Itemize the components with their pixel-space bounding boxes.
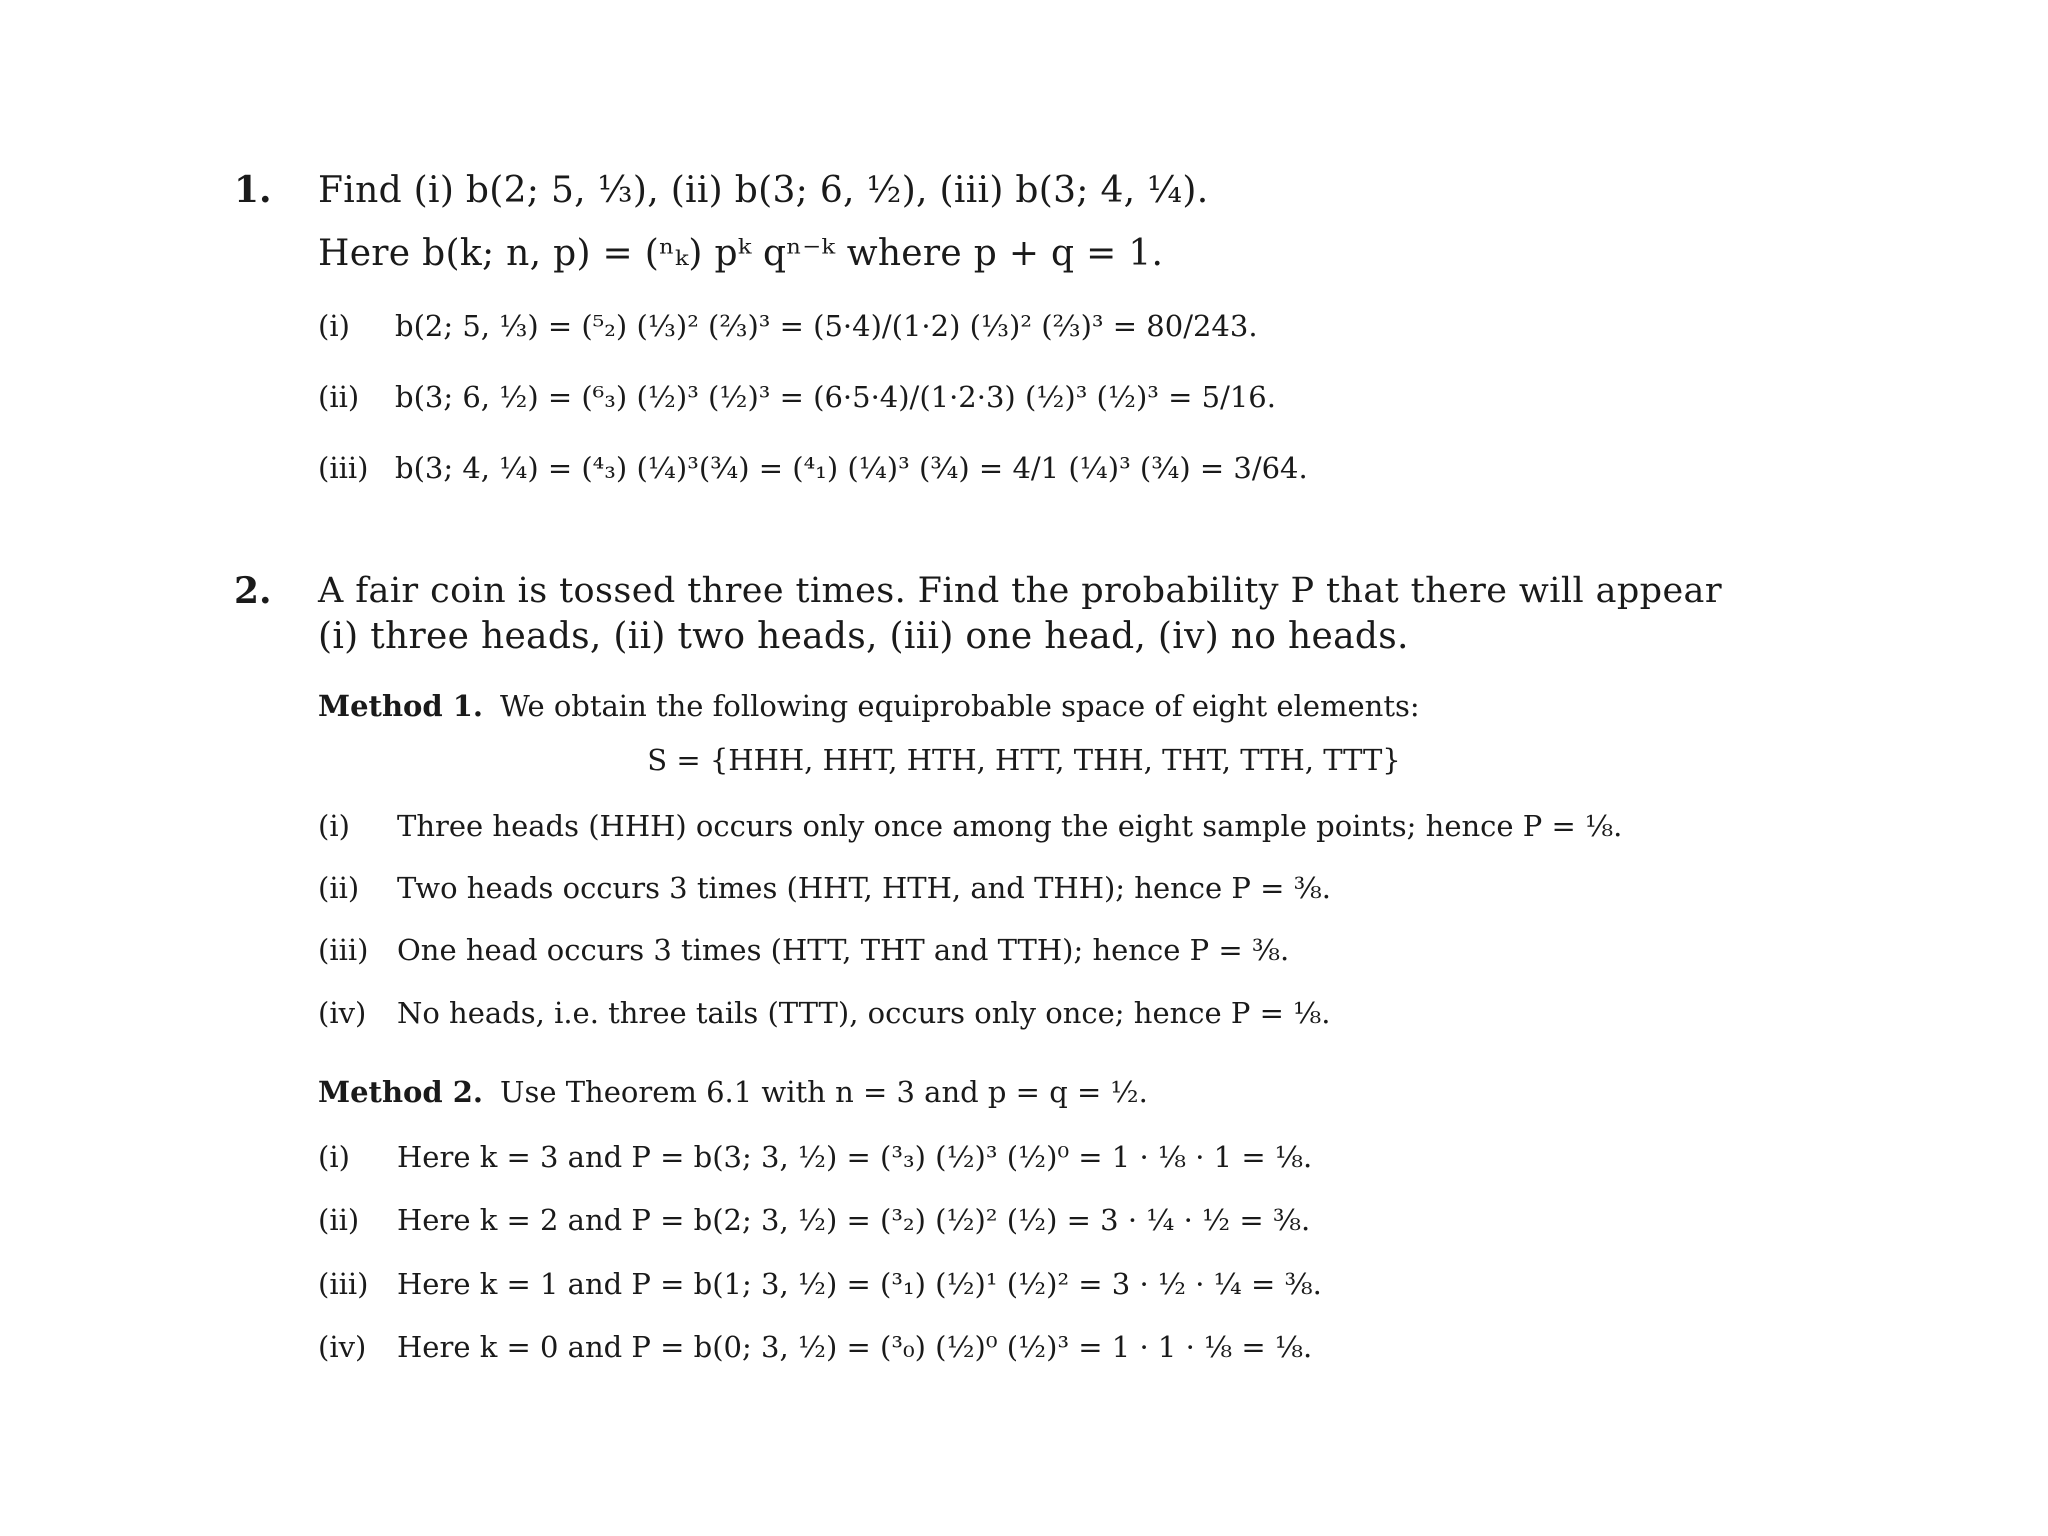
- problem-1-statement: Find (i) b(2; 5, ⅓), (ii) b(3; 6, ½), (iii) b(3; 4, ¼).: [318, 170, 1209, 211]
- method-2-title: Method 2.: [318, 1075, 484, 1109]
- problem-2-statement-line-2: (i) three heads, (ii) two heads, (iii) one head, (iv) no heads.: [318, 616, 1409, 657]
- problem-1-solution-iii-label: (iii): [318, 451, 369, 485]
- method-1-title: Method 1.: [318, 689, 484, 723]
- problem-1-solution-i: b(2; 5, ⅓) = (⁵₂) (⅓)² (⅔)³ = (5·4)/(1·2) (⅓)² (⅔)³ = 80/243.: [395, 309, 1258, 343]
- problem-1-solution-ii-label: (ii): [318, 380, 360, 414]
- method-1-item-iii-label: (iii): [318, 933, 369, 967]
- method-1-item-i-label: (i): [318, 809, 350, 843]
- method-1-item-iv-label: (iv): [318, 996, 367, 1030]
- sample-space: S = {HHH, HHT, HTH, HTT, THH, THT, TTH, TTT}: [647, 743, 1401, 777]
- method-2-item-i: Here k = 3 and P = b(3; 3, ½) = (³₃) (½)³ (½)⁰ = 1 · ⅛ · 1 = ⅛.: [397, 1140, 1313, 1174]
- problem-1-solution-i-label: (i): [318, 309, 350, 343]
- problem-2-number: 2.: [234, 570, 272, 612]
- problem-1-number: 1.: [234, 169, 272, 211]
- method-2-item-iv-label: (iv): [318, 1330, 367, 1364]
- method-2-intro: Use Theorem 6.1 with n = 3 and p = q = ½.: [500, 1075, 1148, 1109]
- problem-1-solution-iii: b(3; 4, ¼) = (⁴₃) (¼)³(¾) = (⁴₁) (¼)³ (¾) = 4/1 (¼)³ (¾) = 3/64.: [395, 451, 1308, 485]
- method-1-intro: We obtain the following equiprobable space of eight elements:: [500, 689, 1420, 723]
- method-2-item-i-label: (i): [318, 1140, 350, 1174]
- method-1-item-iii: One head occurs 3 times (HTT, THT and TTH); hence P = ⅜.: [397, 933, 1290, 967]
- method-2-item-ii: Here k = 2 and P = b(2; 3, ½) = (³₂) (½)² (½) = 3 · ¼ · ½ = ⅜.: [397, 1203, 1311, 1237]
- method-1-item-ii-label: (ii): [318, 871, 360, 905]
- problem-2-statement-line-1: A fair coin is tossed three times. Find the probability P that there will appear: [318, 571, 1722, 611]
- problem-1-definition: Here b(k; n, p) = (ⁿₖ) pᵏ qⁿ⁻ᵏ where p + q = 1.: [318, 233, 1164, 274]
- problem-1-solution-ii: b(3; 6, ½) = (⁶₃) (½)³ (½)³ = (6·5·4)/(1·2·3) (½)³ (½)³ = 5/16.: [395, 380, 1276, 414]
- method-1-item-i: Three heads (HHH) occurs only once among the eight sample points; hence P = ⅛.: [397, 809, 1623, 843]
- method-1-item-iv: No heads, i.e. three tails (TTT), occurs only once; hence P = ⅛.: [397, 996, 1331, 1030]
- method-1-item-ii: Two heads occurs 3 times (HHT, HTH, and THH); hence P = ⅜.: [397, 871, 1332, 905]
- method-2-item-iii: Here k = 1 and P = b(1; 3, ½) = (³₁) (½)¹ (½)² = 3 · ½ · ¼ = ⅜.: [397, 1267, 1322, 1301]
- method-2-item-ii-label: (ii): [318, 1203, 360, 1237]
- method-2-item-iv: Here k = 0 and P = b(0; 3, ½) = (³₀) (½)⁰ (½)³ = 1 · 1 · ⅛ = ⅛.: [397, 1330, 1313, 1364]
- method-2-item-iii-label: (iii): [318, 1267, 369, 1301]
